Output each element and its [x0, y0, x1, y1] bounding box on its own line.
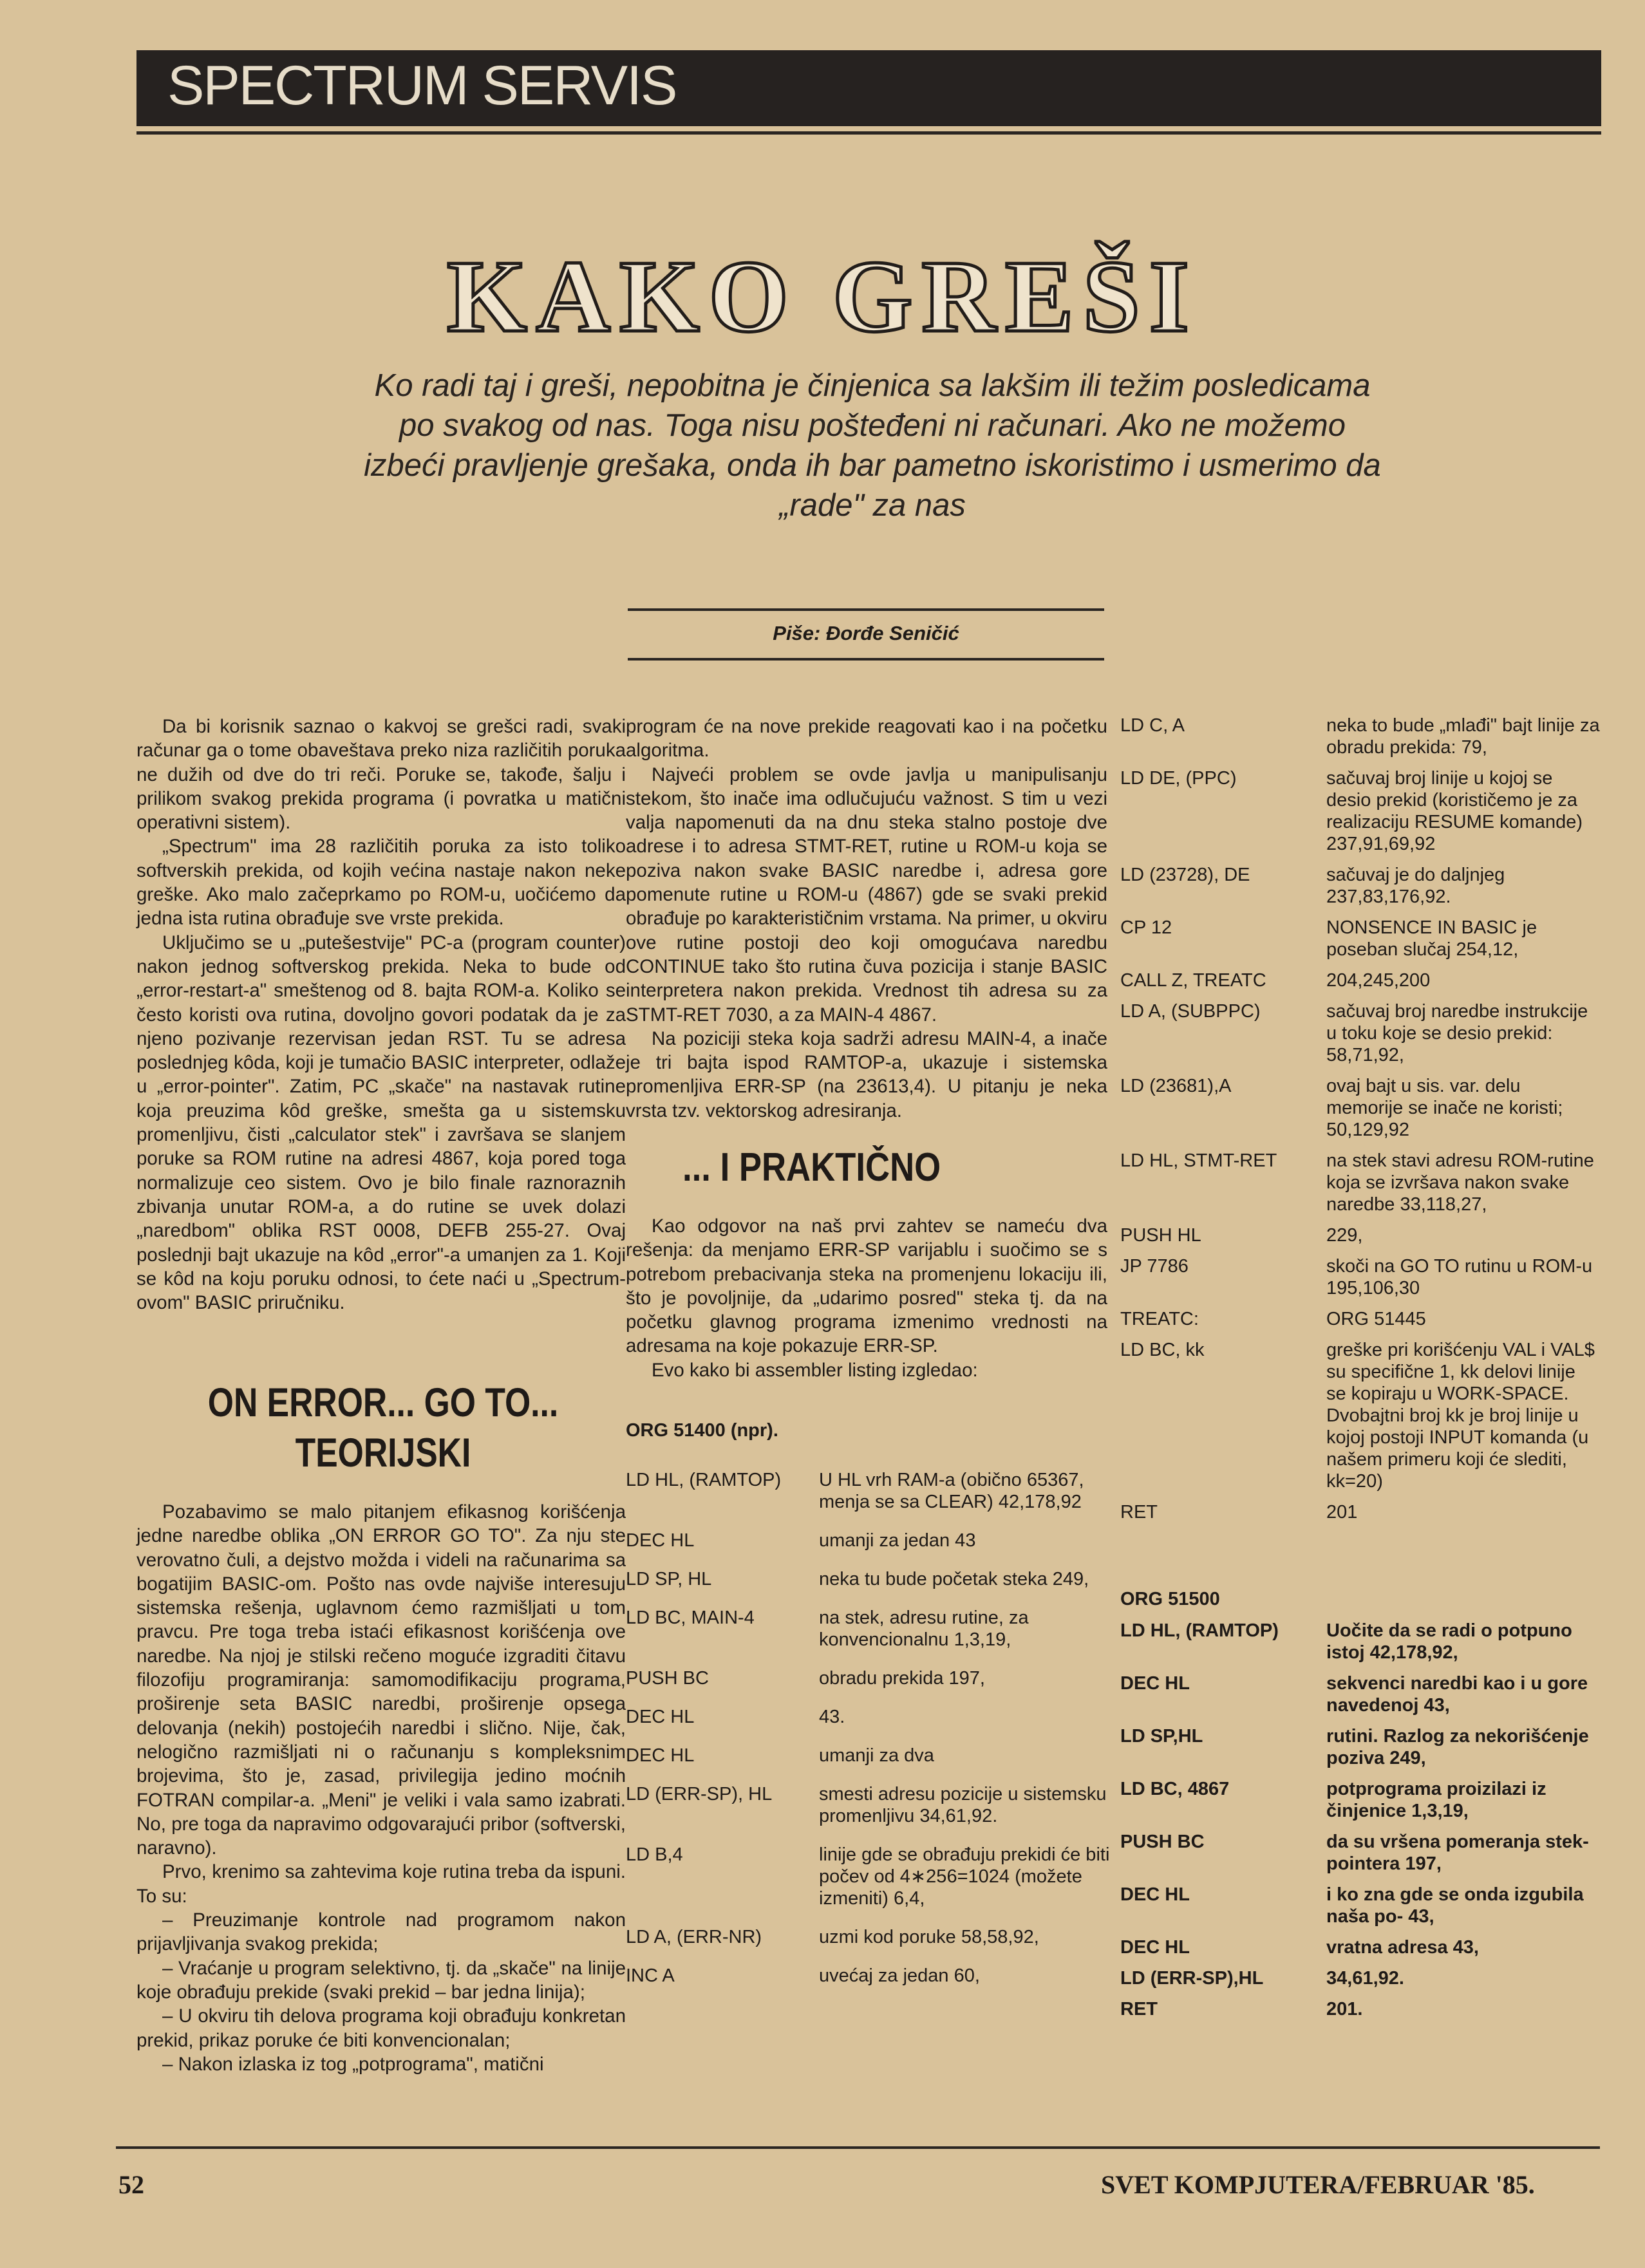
instruction-comment: 34,61,92.	[1326, 1968, 1404, 1989]
listing-row	[1120, 767, 1600, 855]
instruction: LD C, A	[1120, 715, 1185, 736]
instruction: DEC HL	[626, 1530, 695, 1551]
instruction: DEC HL	[1120, 1884, 1190, 1905]
instruction: JP 7786	[1120, 1256, 1189, 1277]
listing-row	[626, 1965, 1115, 1987]
instruction-comment: U HL vrh RAM-a (obično 65367, menja se sa CLEAR) 42,178,92	[819, 1470, 1084, 1512]
listing-row	[1120, 864, 1600, 908]
instruction-comment: ovaj bajt u sis. var. delu memorije se inače ne koristi; 50,129,92	[1326, 1076, 1563, 1140]
subheading-teorijski: ON ERROR... GO TO... TEORIJSKI	[207, 1380, 559, 1476]
instruction-comment: i ko zna gde se onda izgubila naša po- 43,	[1326, 1884, 1584, 1927]
listing-row	[1120, 1075, 1600, 1141]
instruction: DEC HL	[626, 1745, 695, 1766]
instruction: INC A	[626, 1965, 675, 1986]
instruction-comment: vratna adresa 43,	[1326, 1937, 1479, 1958]
instruction-comment: rutini. Razlog za nekorišćenje poziva 249,	[1326, 1726, 1589, 1768]
listing-row	[1120, 1308, 1600, 1330]
paragraph: Da bi korisnik saznao o kakvoj se grešci radi, svaki računar ga o tome obaveštava preko niza različitih poruka ne dužih od dve do tri reči. Poruke se, takođe, šalju i prilikom svakog prekida programa (i povratka u matični operativni sistem).	[136, 716, 626, 834]
listing-row	[1120, 1778, 1600, 1822]
instruction: LD (ERR-SP),HL	[1120, 1968, 1264, 1989]
instruction-comment: na stek stavi adresu ROM-rutine koja se izvršava nakon svake naredbe 33,118,27,	[1326, 1150, 1594, 1215]
instruction: DEC HL	[1120, 1937, 1190, 1958]
instruction-comment: skoči na GO TO rutinu u ROM-u 195,106,30	[1326, 1256, 1593, 1298]
subheading-prakticno: ... I PRAKTIČNO	[682, 1145, 941, 1190]
instruction: LD B,4	[626, 1844, 683, 1865]
instruction: PUSH BC	[626, 1668, 709, 1689]
listing-row	[626, 1745, 1115, 1767]
listing-row	[1120, 1936, 1600, 1958]
instruction-comment: smesti adresu pozicije u sistemsku promenljivu 34,61,92.	[819, 1784, 1107, 1826]
instruction-comment: neka tu bude početak steka 249,	[819, 1569, 1089, 1589]
listing-row	[1120, 1967, 1600, 1989]
listing-row	[626, 1844, 1115, 1909]
column-2	[626, 715, 1107, 1123]
instruction: LD BC, kk	[1120, 1340, 1205, 1360]
instruction-comment: obradu prekida 197,	[819, 1668, 985, 1689]
listing-row	[1120, 1224, 1600, 1246]
instruction: DEC HL	[626, 1707, 695, 1727]
paragraph: Na poziciji steka koja sadrži adresu MAIN-4, a inače je tri bajta ispod RAMTOP-a, ukazuje i sistemska promenljiva ERR-SP (na 23613,4). U pitanju je neka vrsta tzv. vektorskog adresiranja.	[626, 1027, 1107, 1121]
instruction: CP 12	[1120, 917, 1172, 938]
listing-row	[626, 1783, 1115, 1827]
paragraph: Evo kako bi assembler listing izgledao:	[652, 1359, 978, 1381]
column-1-continued	[136, 1500, 626, 2076]
instruction: LD HL, STMT-RET	[1120, 1150, 1277, 1171]
paragraph: „Spectrum" ima 28 različitih poruka za isto toliko softverskih prekida, od kojih većina nastaje nakon neke greške. Ako malo začeprkamo po ROM-u, uočićemo da jedna ista rutina obrađuje sve vrste prekida.	[136, 836, 626, 930]
assembler-listing-1	[626, 1469, 1115, 2003]
instruction-comment: NONSENCE IN BASIC je poseban slučaj 254,12,	[1326, 917, 1537, 960]
column-1	[136, 715, 626, 1315]
instruction-comment: potprograma proizilazi iz činjenice 1,3,19,	[1326, 1779, 1546, 1821]
instruction-comment: sekvenci naredbi kao i u gore navedenoj 43,	[1326, 1673, 1588, 1716]
instruction: PUSH HL	[1120, 1225, 1201, 1246]
page-number: 52	[118, 2170, 144, 2199]
assembler-listing-2	[1120, 715, 1600, 1532]
assembler-listing-3	[1120, 1620, 1600, 2029]
instruction: TREATC:	[1120, 1309, 1199, 1329]
instruction-comment: neka to bude „mlađi" bajt linije za obradu prekida: 79,	[1326, 715, 1600, 758]
instruction: LD A, (ERR-NR)	[626, 1927, 762, 1947]
listing-row	[1120, 715, 1600, 758]
byline: Piše: Đorđe Seničić	[773, 622, 959, 644]
footer-rule	[116, 2146, 1600, 2149]
listing-row	[1120, 1884, 1600, 1927]
listing-row	[626, 1607, 1115, 1651]
instruction-comment: na stek, adresu rutine, za konvencionalnu 1,3,19,	[819, 1607, 1029, 1650]
instruction: LD A, (SUBPPC)	[1120, 1001, 1261, 1022]
listing-row	[626, 1530, 1115, 1551]
instruction-comment: linije gde se obrađuju prekidi će biti počev od 4∗256=1024 (možete izmeniti) 6,4,	[819, 1844, 1110, 1909]
instruction-comment: 204,245,200	[1326, 970, 1431, 991]
listing-row	[1120, 1620, 1600, 1664]
listing-row	[1120, 1998, 1600, 2020]
listing-row	[626, 1926, 1115, 1948]
org-directive: ORG 51400 (npr).	[626, 1420, 778, 1441]
magazine-folio: SVET KOMPJUTERA/FEBRUAR '85.	[1101, 2170, 1535, 2199]
instruction-comment: umanji za jedan 43	[819, 1530, 976, 1551]
listing-row	[1120, 1831, 1600, 1875]
paragraph: Prvo, krenimo sa zahtevima koje rutina treba da ispuni. To su:	[136, 1861, 626, 1907]
org-directive-2: ORG 51500	[1120, 1589, 1220, 1609]
listing-row	[626, 1469, 1115, 1513]
instruction-comment: 43.	[819, 1707, 845, 1727]
instruction-comment: sačuvaj broj naredbe instrukcije u toku koje se desio prekid: 58,71,92,	[1326, 1001, 1588, 1065]
paragraph: Najveći problem se ovde javlja u manipulisanju stekom, što inače ima odlučujuću važnost. S tim u vezi valja napomenuti da na dnu steka stalno postoje dve adrese i to adresa STMT-RET, rutine u ROM-u koja se poziva nakon svake BASIC naredbe i, adresa gore pomenute rutine u ROM-u (4867) gde se svaki prekid obrađuje po karakterističnim vrstama. Na primer, u okviru ove rutine postoji deo koji omogućava naredbu CONTINUE tako što rutina čuva pozicija i stanje BASIC interpretera nakon prekida. Vrednost tih adresa su za STMT-RET 7030, a za MAIN-4 4867.	[626, 764, 1107, 1026]
list-item: – U okviru tih delova programa koji obrađuju konkretan prekid, prikaz poruke će biti konvencionalan;	[136, 2005, 626, 2051]
instruction-comment: 229,	[1326, 1225, 1363, 1246]
instruction-comment: greške pri korišćenju VAL i VAL$ su specifične 1, kk delovi linije se kopiraju u WORK-SPACE. Dvobajtni broj kk je broj linije u kojoj postoji INPUT komanda (u našem primeru koji će slediti, kk=20)	[1326, 1340, 1595, 1492]
instruction: RET	[1120, 1999, 1158, 2020]
listing-row	[1120, 970, 1600, 991]
section-title: SPECTRUM SERVIS	[167, 55, 677, 117]
listing-row	[1120, 1339, 1600, 1492]
column-2-continued	[626, 1214, 1107, 1382]
instruction-comment: uzmi kod poruke 58,58,92,	[819, 1927, 1039, 1947]
instruction: LD (23728), DE	[1120, 865, 1250, 885]
listing-row	[1120, 1725, 1600, 1769]
instruction: LD BC, MAIN-4	[626, 1607, 755, 1628]
instruction: LD HL, (RAMTOP)	[626, 1470, 782, 1490]
paragraph: Kao odgovor na naš prvi zahtev se nameću dva rešenja: da menjamo ERR-SP varijablu i suočimo se s potrebom prebacivanja steka na promenjenu lokaciju ili, što je povoljnije, da „udarimo posred" steka tj. da na početku glavnog programa izmenimo vrednosti na adresama na koje pokazuje ERR-SP.	[626, 1215, 1107, 1357]
instruction-comment: 201.	[1326, 1999, 1363, 2020]
listing-row	[1120, 1255, 1600, 1299]
listing-row	[1120, 1150, 1600, 1215]
instruction: DEC HL	[1120, 1673, 1190, 1694]
list-item: – Preuzimanje kontrole nad programom nakon prijavljivanja svakog prekida;	[136, 1909, 626, 1955]
list-item: – Vraćanje u program selektivno, tj. da „skače" na linije koje obrađuju prekide (svaki prekid – bar jedna linija);	[136, 1957, 626, 2003]
listing-row	[1120, 1000, 1600, 1066]
listing-row	[1120, 1673, 1600, 1716]
instruction: LD DE, (PPC)	[1120, 768, 1237, 789]
article-deck: Ko radi taj i greši, nepobitna je činjenica sa lakšim ili težim posledicama po svakog od nas. Toga nisu pošteđeni ni računari. Ako ne možemo izbeći pravljenje grešaka, onda ih bar pametno iskoristimo i usmerimo da „rade" za nas	[364, 368, 1381, 523]
header-rule	[136, 131, 1601, 135]
instruction: LD SP, HL	[626, 1569, 712, 1589]
paragraph: Pozabavimo se malo pitanjem efikasnog korišćenja jedne naredbe oblika „ON ERROR GO TO". Za nju ste verovatno čuli, a dejstvo možda i videli na računarima sa bogatijim BASIC-om. Pošto nas ovde najviše interesuju sistemska rešenja, uglavnom ćemo razmišljati u tom pravcu. Pre toga treba istaći efikasnost korišćenja ove naredbe. Na njoj je stilski rečeno moguće izgraditi čitavu filozofiju programiranja: samomodifikaciju programa, proširenje seta BASIC naredbi, proširenje opsega delovanja (nekih) postojećih naredbi i slično. Nije, čak, nelogično razmišljati ni o računanju s kompleksnim brojevima, što je, zasad, privilegija jedino moćnih FOTRAN compilar-a. „Meni" je veliki i vala samo izabrati. No, pre toga da napravimo odgovarajući pribor (softverski, naravno).	[136, 1501, 626, 1859]
instruction-comment: 201	[1326, 1502, 1358, 1523]
listing-row	[1120, 917, 1600, 961]
paragraph: program će na nove prekide reagovati kao i na početku algoritma.	[626, 716, 1107, 762]
instruction: LD BC, 4867	[1120, 1779, 1230, 1799]
instruction: RET	[1120, 1502, 1158, 1523]
instruction: PUSH BC	[1120, 1832, 1205, 1852]
list-item: – Nakon izlaska iz tog „potprograma", matični	[162, 2053, 544, 2075]
listing-row	[626, 1568, 1115, 1590]
instruction: LD (23681),A	[1120, 1076, 1232, 1096]
instruction-comment: da su vršena pomeranja stek-pointera 197,	[1326, 1832, 1589, 1874]
instruction-comment: ORG 51445	[1326, 1309, 1426, 1329]
byline-rule-top	[628, 608, 1104, 611]
instruction-comment: uvećaj za jedan 60,	[819, 1965, 980, 1986]
instruction: LD SP,HL	[1120, 1726, 1203, 1747]
instruction-comment: sačuvaj je do daljnjeg 237,83,176,92.	[1326, 865, 1505, 907]
instruction: LD (ERR-SP), HL	[626, 1784, 773, 1804]
listing-row	[626, 1706, 1115, 1728]
instruction: LD HL, (RAMTOP)	[1120, 1620, 1279, 1641]
article-title: KAKO GREŠI	[447, 239, 1198, 353]
paragraph: Uključimo se u „putešestvije" PC-a (program counter) nakon jednog softverskog prekida. Neka to bude od „error-restart-a" smeštenog od 8. bajta ROM-a. Koliko se često koristi ova rutina, dovoljno govori podatak da je za njeno pozivanje rezervisan jedan RST. Tu se adresa poslednjeg kôda, koji je tumačio BASIC interpreter, odlaže u „error-pointer". Zatim, PC „skače" na nastavak rutine koja preuzima kôd greške, smešta ga u sistemsku promenljivu, čisti „calculator stek" i završava se slanjem poruke sa ROM rutine na adresi 4867, koja pored toga normalizuje ceo sistem. Ovo je bilo finale raznoraznih zbivanja unutar ROM-a, a do rutine se uvek dolazi „naredbom" oblika RST 0008, DEFB 255-27. Ovaj poslednji bajt ukazuje na kôd „error"-a umanjen za 1. Koji se kôd na koju poruku odnosi, to ćete naći u „Spectrum-ovom" BASIC priručniku.	[136, 932, 626, 1314]
instruction-comment: sačuvaj broj linije u kojoj se desio prekid (korističemo je za realizaciju RESUME komande) 237,91,69,92	[1326, 768, 1583, 854]
listing-row	[626, 1667, 1115, 1689]
instruction-comment: Uočite da se radi o potpuno istoj 42,178,92,	[1326, 1620, 1572, 1663]
byline-rule-bottom	[628, 658, 1104, 661]
instruction-comment: umanji za dva	[819, 1745, 934, 1766]
listing-row	[1120, 1501, 1600, 1523]
instruction: CALL Z, TREATC	[1120, 970, 1266, 991]
